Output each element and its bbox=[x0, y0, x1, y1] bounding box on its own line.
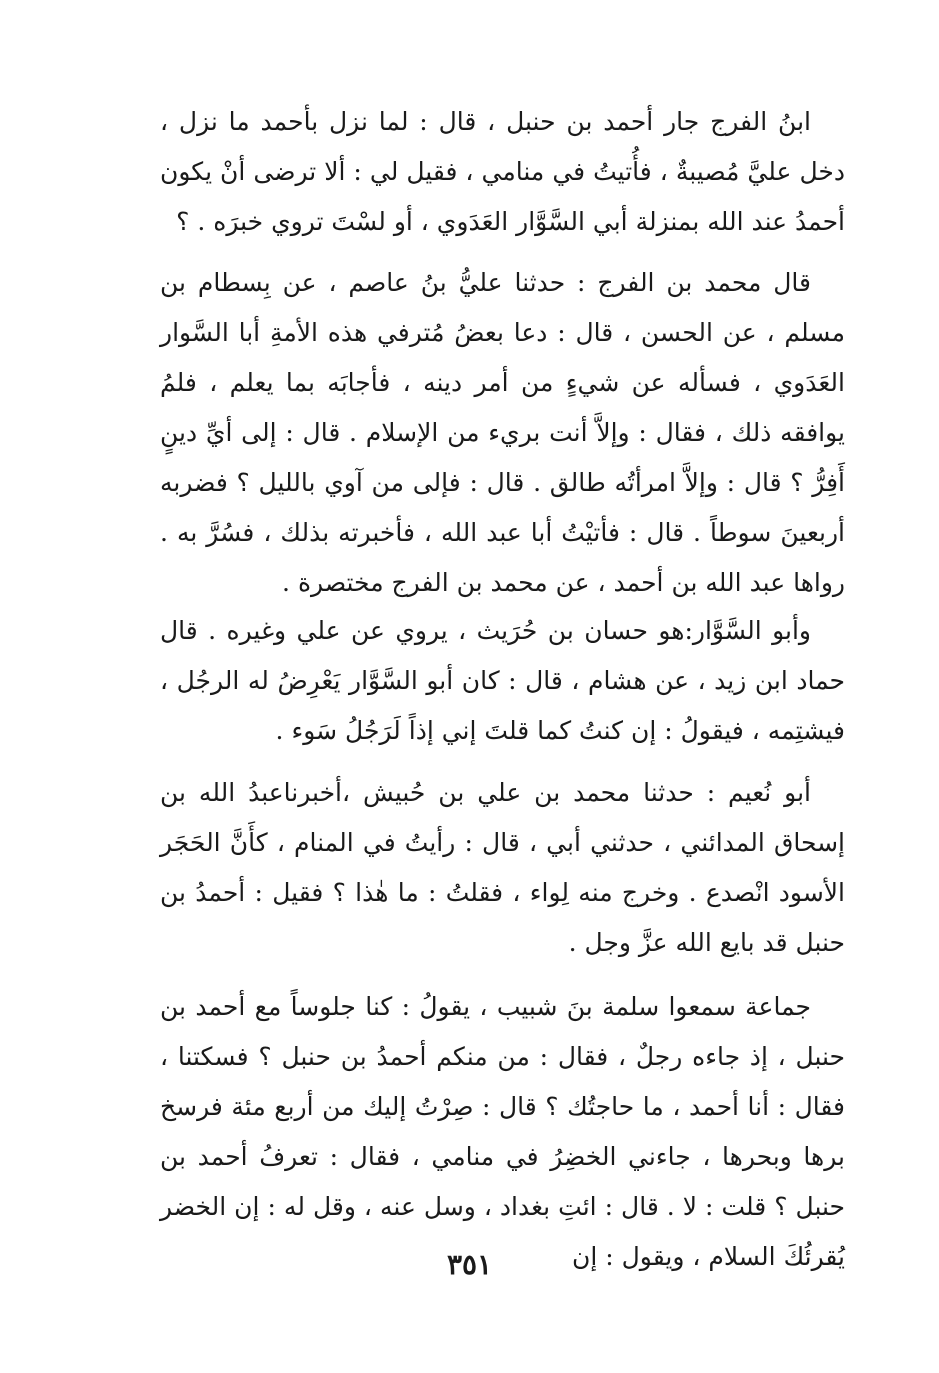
paragraph-text: وأبو السَّوَّار:هو حسان بن حُرَيث ، يروي عن علي وغيره . قال حماد ابن زيد ، عن هشام ، قال : كان أبو السَّوَّار يَعْرِضُ له الرجُل ، فيشتِمه ، فيقولُ : إن كنتُ كما قلتَ إني إذاً لَرَجُلُ سَوء . bbox=[160, 616, 845, 745]
paragraph-text: ابنُ الفرج جار أحمد بن حنبل ، قال : لما نزل بأحمد ما نزل ، دخل عليَّ مُصيبةٌ ، فأُتيتُ في منامي ، فقيل لي : ألا ترضى أنْ يكون أحمدُ عند الله بمنزلة أبي السَّوَّار العَدَوي ، أو لسْتَ تروي خبرَه . ؟ bbox=[160, 107, 845, 236]
paragraph-salama-ibn-shabib bbox=[160, 982, 845, 1282]
page-number: ٣٥١ bbox=[446, 1248, 493, 1281]
paragraph-ibn-al-faraj bbox=[160, 97, 845, 247]
paragraph-text: أبو نُعيم : حدثنا محمد بن علي بن حُبيش ،أخبرناعبدُ الله بن إسحاق المدائني ، حدثني أبي ، قال : رأيتُ في المنام ، كأَنَّ الحَجَر الأسود انْصدع . وخرج منه لِواء ، فقلتُ : ما هٰذا ؟ فقيل : أحمدُ بن حنبل قد بايع الله عزَّ وجل . bbox=[160, 778, 845, 957]
paragraph-abu-nuaym bbox=[160, 768, 845, 968]
paragraph-text: قال محمد بن الفرج : حدثنا عليُّ بنُ عاصم ، عن بِسطام بن مسلم ، عن الحسن ، قال : دعا بعضُ مُترفي هذه الأمةِ أبا السَّوار العَدَوي ، فسأله عن شيءٍ من أمر دينه ، فأجابَه بما يعلم ، فلمُ يوافقه ذلك ، فقال : وإلاَّ أنت بريء من الإسلام . قال : إلى أيِّ دينٍ أَفِرُّ ؟ قال : وإلاَّ امرأتُه طالق . قال : فإلى من آوي بالليل ؟ فضربه أربعينَ سوطاً . قال : فأتيْتُ أبا عبد الله ، فأخبرته بذلك ، فسُرَّ به . رواها عبد الله بن أحمد ، عن محمد بن الفرج مختصرة . bbox=[160, 268, 845, 597]
paragraph-muhammad-ibn-al-faraj bbox=[160, 258, 845, 608]
paragraph-abu-al-sawwar bbox=[160, 606, 845, 756]
paragraph-text: جماعة سمعوا سلمة بنَ شبيب ، يقولُ : كنا جلوساً مع أحمد بن حنبل ، إذ جاءه رجلٌ ، فقال : من منكم أحمدُ بن حنبل ؟ فسكتنا ، فقال : أنا أحمد ، ما حاجتُك ؟ قال : صِرْتُ إليك من أربع مئة فرسخ برها وبحرها ، جاءني الخضِرُ في منامي ، فقال : تعرفُ أحمد بن حنبل ؟ قلت : لا . قال : ائتِ بغداد ، وسل عنه ، وقل له : إن الخضر يُقرئُكَ السلام ، ويقول : إن bbox=[160, 992, 845, 1271]
